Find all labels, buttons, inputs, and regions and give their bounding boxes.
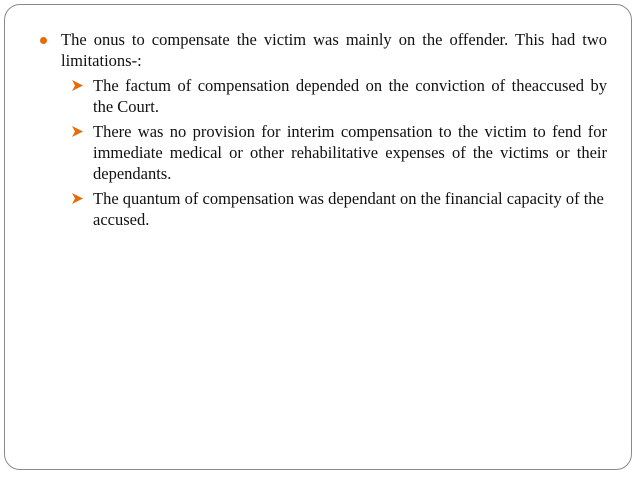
sub-point-2 [37,121,607,184]
sub-point-1 [37,75,607,117]
slide-content [37,29,607,234]
sub-point-text: The factum of compensation depended on the conviction of theaccused by the Court. [93,76,607,116]
main-point-text: The onus to compensate the victim was mainly on the offender. This had two limitations-: [61,30,607,70]
main-bullet-point [37,29,607,71]
slide-frame [4,4,632,470]
sub-point-list [37,75,607,230]
arrowhead-bullet-icon [72,193,83,204]
sub-point-3 [37,188,607,230]
round-bullet-icon [40,37,47,44]
sub-point-text: The quantum of compensation was dependant on the financial capacity of the accused. [93,189,604,229]
sub-point-text: There was no provision for interim compensation to the victim to fend for immediate medical or other rehabilitative expenses of the victims or their dependants. [93,122,607,183]
arrowhead-bullet-icon [72,126,83,137]
arrowhead-bullet-icon [72,80,83,91]
